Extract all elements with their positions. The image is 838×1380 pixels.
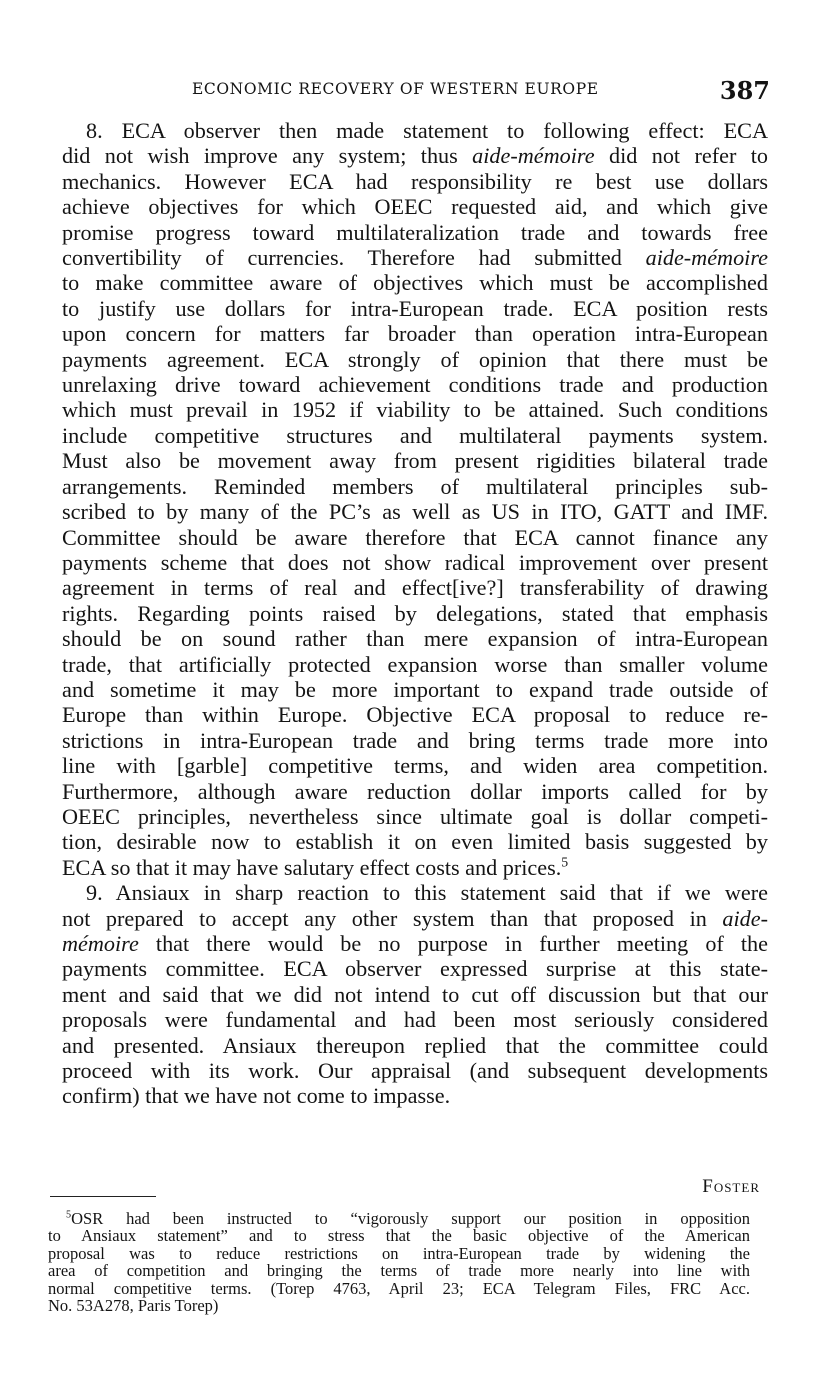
paragraph-line: strictions in intra-European trade and bring terms trade more into (62, 727, 768, 753)
footnote-line: proposal was to reduce restrictions on intra-European trade by widening the (48, 1243, 750, 1263)
paragraph-line: convertibility of currencies. Therefore had submitted aide-mémoire (62, 245, 768, 271)
signature-row (62, 1176, 768, 1202)
paragraph-line: 8. ECA observer then made statement to following effect: ECA (86, 118, 768, 143)
paragraph-line: include competitive structures and multilateral payments system. (62, 422, 768, 448)
paragraph-line: which must prevail in 1952 if viability to be attained. Such conditions (62, 397, 768, 423)
footnote-line: No. 53A278, Paris Torep) (48, 1296, 219, 1316)
paragraph-line: achieve objectives for which OEEC requested aid, and which give (62, 194, 768, 220)
paragraph-line: Europe than within Europe. Objective ECA proposal to reduce re- (62, 702, 768, 728)
paragraph-line: agreement in terms of real and effect[ive?] transferability of drawing (62, 575, 768, 601)
body-text (62, 118, 768, 1109)
paragraph-line: OEEC principles, nevertheless since ultimate goal is dollar competi- (62, 803, 768, 829)
footnote-divider (50, 1196, 156, 1197)
page-number: 387 (719, 76, 770, 105)
paragraph-line: proceed with its work. Our appraisal (and subsequent developments (62, 1058, 768, 1084)
paragraph-line: payments committee. ECA observer expressed surprise at this state- (62, 956, 768, 982)
page-header (60, 72, 770, 112)
running-head: ECONOMIC RECOVERY OF WESTERN EUROPE (192, 80, 599, 98)
paragraph-line: should be on sound rather than mere expansion of intra-European (62, 626, 768, 652)
footnote-reference: 5 (561, 854, 569, 870)
paragraph-line: proposals were fundamental and had been most seriously considered (62, 1007, 768, 1033)
paragraph-line: payments agreement. ECA strongly of opinion that there must be (62, 346, 768, 372)
paragraph-line: scribed to by many of the PC’s as well as US in ITO, GATT and IMF. (62, 499, 768, 525)
paragraph-line: not prepared to accept any other system than that proposed in aide- (62, 905, 768, 931)
footnote-5 (48, 1210, 750, 1314)
paragraph-line: payments scheme that does not show radical improvement over present (62, 549, 768, 575)
paragraph-line: Furthermore, although aware reduction dollar imports called for by (62, 778, 768, 804)
footnote-line: normal competitive terms. (Torep 4763, April 23; ECA Telegram Files, FRC Acc. (48, 1278, 750, 1298)
paragraph-line: line with [garble] competitive terms, and widen area competition. (62, 753, 768, 779)
paragraph-line: to justify use dollars for intra-European trade. ECA position rests (62, 295, 768, 321)
paragraph-line: trade, that artificially protected expansion worse than smaller volume (62, 651, 768, 677)
footnote-line-text: OSR had been instructed to “vigorously support our position in opposition (71, 1209, 750, 1228)
paragraph-9 (62, 880, 768, 1109)
paragraph-8 (62, 118, 768, 880)
paragraph-line: unrelaxing drive toward achievement conditions trade and production (62, 372, 768, 398)
paragraph-line: promise progress toward multilateralization trade and towards free (62, 219, 768, 245)
footnote-line: to Ansiaux statement” and to stress that the basic objective of the American (48, 1226, 750, 1246)
paragraph-line: to make committee aware of objectives which must be accomplished (62, 270, 768, 296)
paragraph-line-text: ECA so that it may have salutary effect costs and prices. (62, 854, 562, 880)
paragraph-line: confirm) that we have not come to impasse. (62, 1083, 451, 1109)
paragraph-line: and sometime it may be more important to expand trade outside of (62, 676, 768, 702)
paragraph-line (62, 855, 768, 880)
paragraph-line: and presented. Ansiaux thereupon replied that the committee could (62, 1032, 768, 1058)
paragraph-line: arrangements. Reminded members of multilateral principles sub- (62, 473, 768, 499)
paragraph-line: mémoire that there would be no purpose in further meeting of the (62, 931, 768, 956)
paragraph-line: Committee should be aware therefore that ECA cannot finance any (62, 524, 768, 550)
footnote-line: area of competition and bringing the terms of trade more nearly into line with (48, 1261, 750, 1281)
footnote-line (48, 1210, 750, 1227)
paragraph-line: rights. Regarding points raised by delegations, stated that emphasis (62, 600, 768, 626)
signature: Foster (702, 1176, 760, 1197)
paragraph-line: tion, desirable now to establish it on even limited basis suggested by (62, 829, 768, 855)
paragraph-line: ment and said that we did not intend to cut off discussion but that our (62, 981, 768, 1007)
footnote-marker: 5 (66, 1209, 72, 1221)
paragraph-line: did not wish improve any system; thus aide-mémoire did not refer to (62, 143, 768, 169)
paragraph-line: mechanics. However ECA had responsibility re best use dollars (62, 168, 768, 194)
paragraph-line: upon concern for matters far broader than operation intra-European (62, 321, 768, 347)
paragraph-line: Must also be movement away from present rigidities bilateral trade (62, 448, 768, 474)
paragraph-line: 9. Ansiaux in sharp reaction to this statement said that if we were (86, 880, 768, 906)
